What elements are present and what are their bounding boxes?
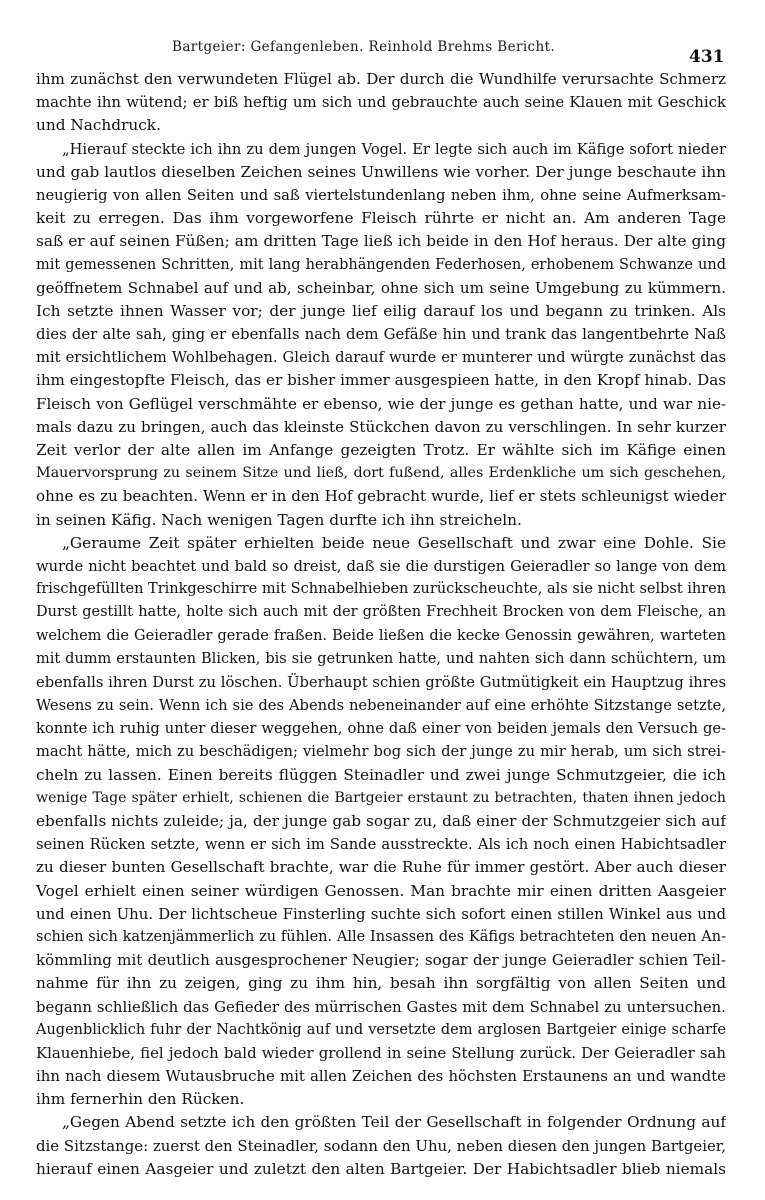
text-line: die Sitzstange: zuerst den Steinadler, sodann den Uhu, neben diesen den jungen Bartgeier, bbox=[36, 1136, 726, 1155]
text-line: ihn nach diesem Wutausbruche mit allen Zeichen des höchsten Erstaunens an und wandte bbox=[36, 1067, 726, 1086]
text-line: ihm zunächst den verwundeten Flügel ab. Der durch die Wundhilfe verursachte Schmerz bbox=[36, 70, 726, 88]
text-line: mit gemessenen Schritten, mit lang herabhängenden Federhosen, erhobenem Schwanze und bbox=[36, 256, 726, 273]
text-line: ebenfalls nichts zuleide; ja, der junge gab sogar zu, daß einer der Schmutzgeier sich auf bbox=[36, 812, 726, 830]
text-line: Ich setzte ihnen Wasser vor; der junge lief eilig darauf los und begann zu trinken. Als bbox=[36, 301, 726, 320]
text-line: hierauf einen Aasgeier und zuletzt den alten Bartgeier. Der Habichtsadler blieb niemals bbox=[36, 1159, 726, 1178]
running-head: Bartgeier: Gefangenleben. Reinhold Brehms Bericht. bbox=[172, 39, 556, 55]
text-line: mit dumm erstaunten Blicken, bis sie getrunken hatte, und nahten sich dann schüchtern, um bbox=[36, 650, 726, 667]
text-line: ebenfalls ihren Durst zu löschen. Überhaupt schien größte Gutmütigkeit ein Hauptzug ihres bbox=[36, 673, 726, 691]
text-line: wurde nicht beachtet und bald so dreist, daß sie die durstigen Geieradler so lange von dem bbox=[36, 557, 726, 575]
body-text bbox=[36, 68, 726, 1181]
text-line: Augenblicklich fuhr der Nachtkönig auf und versetzte dem arglosen Bartgeier einige scharfe bbox=[36, 1021, 726, 1038]
text-line: welchem die Geieradler gerade fraßen. Beide ließen die kecke Genossin gewähren, warteten bbox=[36, 627, 726, 644]
text-line: ihm eingestopfte Fleisch, das er bisher immer ausgespieen hatte, in den Kropf hinab. Das bbox=[36, 371, 726, 390]
text-line: Durst gestillt hatte, holte sich auch mit der größten Frechheit Brocken von dem Fleische, an bbox=[36, 604, 726, 621]
text-line: mit ersichtlichem Wohlbehagen. Gleich darauf wurde er munterer und würgte zunächst das bbox=[36, 349, 726, 367]
text-line: begann schließlich das Gefieder des mürrischen Gastes mit dem Schnabel zu untersuchen. bbox=[36, 997, 726, 1016]
text-line: Klauenhiebe, fiel jedoch bald wieder grollend in seine Stellung zurück. Der Geieradler sah bbox=[36, 1043, 726, 1062]
text-line: in seinen Käfig. Nach wenigen Tagen durfte ich ihn streicheln. bbox=[36, 510, 522, 529]
text-line: und Nachdruck. bbox=[36, 116, 161, 135]
text-line: und gab lautlos dieselben Zeichen seines Unwillens wie vorher. Der junge beschaute ihn bbox=[36, 162, 726, 181]
text-line: schien sich katzenjämmerlich zu fühlen. Alle Insassen des Käfigs betrachteten den neuen An- bbox=[36, 928, 726, 945]
text-line: Wesens zu sein. Wenn ich sie des Abends nebeneinander auf eine erhöhte Sitzstange setzte, bbox=[36, 697, 726, 715]
text-line: seinen Rücken setzte, wenn er sich im Sande ausstreckte. Als ich noch einen Habichtsadler bbox=[36, 836, 726, 854]
text-line: neugierig von allen Seiten und saß viertelstundenlang neben ihm, ohne seine Aufmerksam- bbox=[36, 186, 726, 204]
text-line: Fleisch von Geflügel verschmähte er ebenso, wie der junge es gethan hatte, und war nie- bbox=[36, 394, 726, 413]
text-line: machte ihn wütend; er biß heftig um sich und gebrauchte auch seine Klauen mit Geschick bbox=[36, 93, 726, 112]
text-line: kömmling mit deutlich ausgesprochener Neugier; sogar der junge Geieradler schien Teil- bbox=[36, 951, 726, 970]
text-line: wenige Tage später erhielt, schienen die Bartgeier erstaunt zu betrachten, thaten ihnen jedoch bbox=[36, 789, 726, 806]
text-line: „Geraume Zeit später erhielten beide neue Gesellschaft und zwar eine Dohle. Sie bbox=[62, 533, 726, 552]
text-line: saß er auf seinen Füßen; am dritten Tage ließ ich beide in den Hof heraus. Der alte ging bbox=[36, 232, 726, 251]
text-line: keit zu erregen. Das ihm vorgeworfene Fleisch rührte er nicht an. Am anderen Tage bbox=[36, 209, 726, 228]
text-line: frischgefüllten Trinkgeschirre mit Schnabelhieben zurückscheuchte, als sie nicht selbst ihren bbox=[36, 581, 726, 598]
text-line: geöffnetem Schnabel auf und ab, scheinbar, ohne sich um seine Umgebung zu kümmern. bbox=[36, 278, 726, 297]
text-line: Zeit verlor der alte allen im Anfange gezeigten Trotz. Er wählte sich im Käfige einen bbox=[36, 441, 726, 459]
text-line: und einen Uhu. Der lichtscheue Finsterling suchte sich sofort einen stillen Winkel aus und bbox=[36, 904, 726, 923]
text-line: Vogel erhielt einen seiner würdigen Genossen. Man brachte mir einen dritten Aasgeier bbox=[36, 881, 726, 900]
text-line: „Gegen Abend setzte ich den größten Teil der Gesellschaft in folgender Ordnung auf bbox=[62, 1113, 726, 1132]
text-line: ohne es zu beachten. Wenn er in den Hof gebracht wurde, lief er stets schleunigst wieder bbox=[36, 487, 726, 506]
text-line: nahme für ihn zu zeigen, ging zu ihm hin, besah ihn sorgfältig von allen Seiten und bbox=[36, 974, 726, 993]
text-line: Mauervorsprung zu seinem Sitze und ließ, dort fußend, alles Erdenkliche um sich geschehen, bbox=[36, 465, 726, 482]
text-line: ihm fernerhin den Rücken. bbox=[36, 1090, 245, 1109]
text-line: „Hierauf steckte ich ihn zu dem jungen Vogel. Er legte sich auch im Käfige sofort nieder bbox=[62, 140, 726, 158]
text-line: mals dazu zu bringen, auch das kleinste Stückchen davon zu verschlingen. In sehr kurzer bbox=[36, 417, 726, 436]
page-number: 431 bbox=[689, 47, 725, 67]
text-line: dies der alte sah, ging er ebenfalls nach dem Gefäße hin und trank das langentbehrte Naß bbox=[36, 325, 726, 344]
text-line: zu dieser bunten Gesellschaft brachte, war die Ruhe für immer gestört. Aber auch dieser bbox=[36, 858, 726, 877]
text-line: cheln zu lassen. Einen bereits flüggen Steinadler und zwei junge Schmutzgeier, die ich bbox=[36, 765, 726, 784]
text-line: macht hätte, mich zu beschädigen; vielmehr bog sich der junge zu mir herab, um sich strei- bbox=[36, 743, 726, 761]
text-line: konnte ich ruhig unter dieser weggehen, ohne daß einer von beiden jemals den Versuch ge- bbox=[36, 720, 726, 738]
